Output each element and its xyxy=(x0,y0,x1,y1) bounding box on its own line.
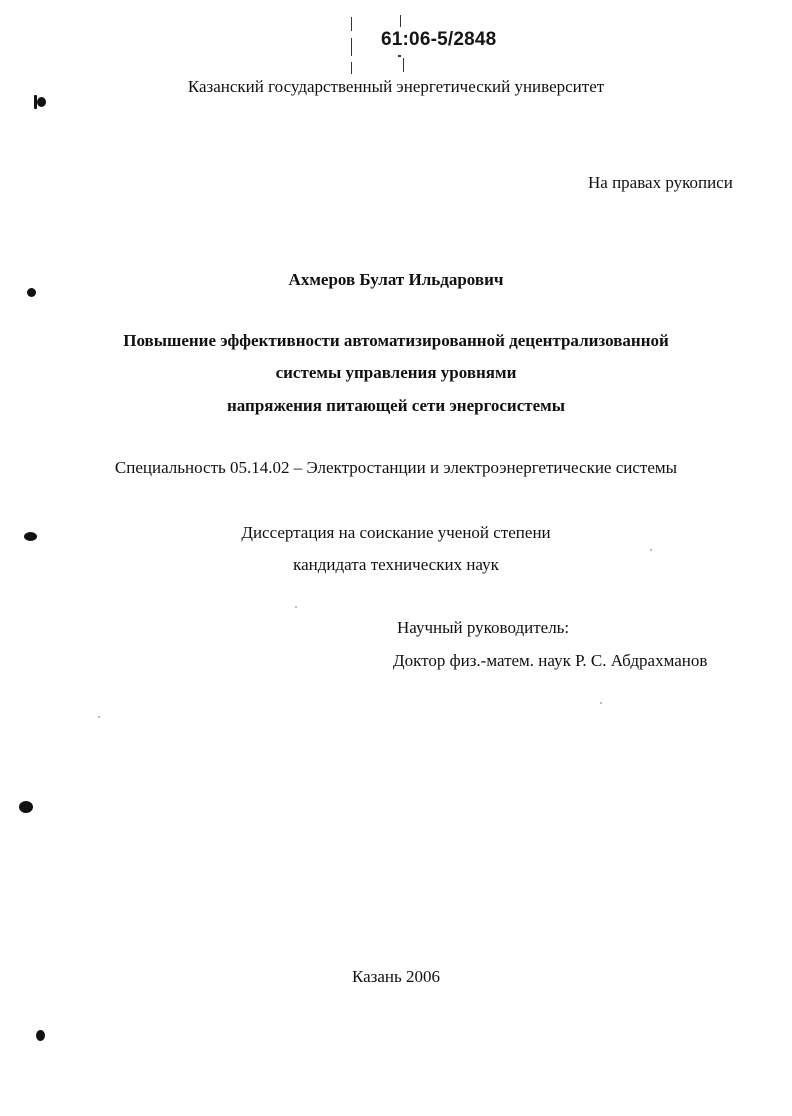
scan-speck xyxy=(600,702,602,704)
thesis-title-line-3: напряжения питающей сети энергосистемы xyxy=(226,396,566,415)
supervisor-name: Доктор физ.-матем. наук Р. С. Абдрахманов xyxy=(393,651,708,670)
scan-speck xyxy=(295,606,297,608)
city-year: Казань 2006 xyxy=(351,967,441,986)
stamp-tick-mark xyxy=(351,17,352,31)
stamp-tick-mark xyxy=(351,38,352,56)
scan-blot xyxy=(24,532,37,541)
archive-stamp-code: 61:06-5/2848 xyxy=(381,29,497,50)
degree-line-2: кандидата технических наук xyxy=(293,555,499,574)
stamp-tick-mark xyxy=(400,15,401,27)
thesis-title-line-2: системы управления уровнями xyxy=(275,363,517,382)
stamp-tick-mark xyxy=(351,62,352,74)
scan-speck xyxy=(650,549,652,551)
supervisor-label: Научный руководитель: xyxy=(397,618,570,637)
author-name: Ахмеров Булат Ильдарович xyxy=(288,270,504,289)
scan-blot xyxy=(19,801,33,813)
thesis-title-line-1: Повышение эффективности автоматизированной децентрализованной xyxy=(123,331,669,350)
scan-speck xyxy=(98,716,100,718)
specialty-line: Специальность 05.14.02 – Электростанции и электроэнергетические системы xyxy=(114,458,678,477)
degree-line-1: Диссертация на соискание ученой степени xyxy=(241,523,551,542)
manuscript-rights-note: На правах рукописи xyxy=(588,173,733,192)
scan-blot xyxy=(37,97,46,107)
scan-blot xyxy=(34,95,37,109)
university-name: Казанский государственный энергетический университет xyxy=(187,77,605,96)
stamp-tick-mark xyxy=(403,58,404,72)
stamp-tick-mark xyxy=(398,55,401,57)
scan-blot xyxy=(27,288,36,297)
scan-blot xyxy=(36,1030,45,1041)
